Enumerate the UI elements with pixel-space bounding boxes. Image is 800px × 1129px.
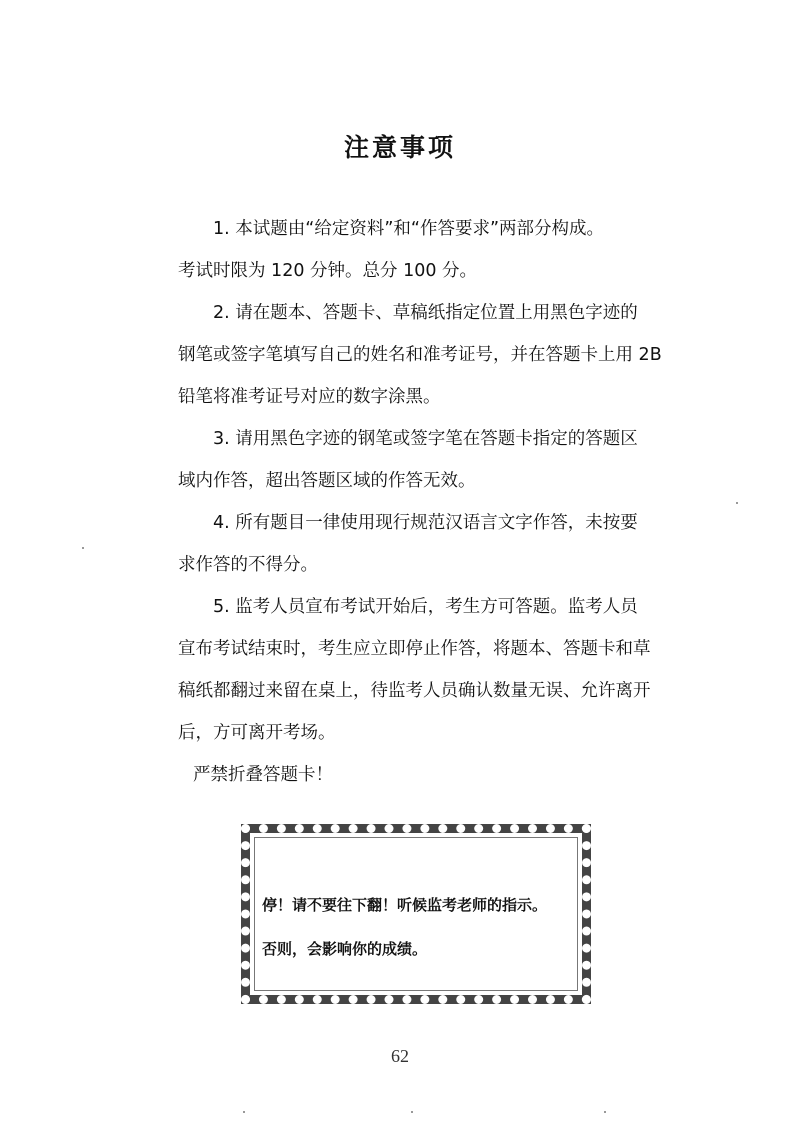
instruction-line: 后，方可离开考场。: [178, 723, 336, 743]
stop-notice-line-1: 停！请不要往下翻！听候监考老师的指示。: [262, 896, 548, 914]
no-folding-notice: 严禁折叠答题卡！: [193, 765, 333, 785]
instruction-line: 4. 所有题目一律使用现行规范汉语言文字作答，未按要: [213, 513, 638, 533]
instruction-line: 铅笔将准考证号对应的数字涂黑。: [178, 387, 441, 407]
instruction-line: 稿纸都翻过来留在桌上，待监考人员确认数量无误、允许离开: [178, 681, 651, 701]
instruction-line: 5. 监考人员宣布考试开始后，考生方可答题。监考人员: [213, 597, 638, 617]
instructions-body: [143, 208, 699, 796]
instruction-item-3: [143, 418, 699, 502]
stop-notice-line-2: 否则，会影响你的成绩。: [262, 940, 428, 958]
instruction-line: 2. 请在题本、答题卡、草稿纸指定位置上用黑色字迹的: [213, 303, 638, 323]
scan-speck: [243, 1111, 245, 1113]
scan-speck: [82, 547, 84, 549]
instruction-line: 考试时限为 120 分钟。总分 100 分。: [178, 261, 478, 281]
instruction-item-2: [143, 292, 699, 418]
page-title: 注意事项: [343, 133, 456, 162]
page-number: 62: [391, 1046, 409, 1066]
instruction-item-1: [143, 208, 699, 292]
scan-speck: [604, 1111, 606, 1113]
instruction-line: 3. 请用黑色字迹的钢笔或签字笔在答题卡指定的答题区: [213, 429, 638, 449]
instruction-item-5: [143, 586, 699, 754]
stop-notice-box: [241, 824, 591, 1004]
instruction-line: 域内作答，超出答题区域的作答无效。: [178, 471, 476, 491]
instruction-item-4: [143, 502, 699, 586]
scan-speck: [736, 502, 738, 504]
stop-notice-text: [262, 883, 592, 971]
instruction-line: 1. 本试题由“给定资料”和“作答要求”两部分构成。: [213, 219, 605, 239]
instruction-line: 宣布考试结束时，考生应立即停止作答，将题本、答题卡和草: [178, 639, 651, 659]
instruction-line: 求作答的不得分。: [178, 555, 318, 575]
scan-speck: [411, 1111, 413, 1113]
instruction-line: 钢笔或签字笔填写自己的姓名和准考证号，并在答题卡上用 2B: [178, 345, 662, 365]
